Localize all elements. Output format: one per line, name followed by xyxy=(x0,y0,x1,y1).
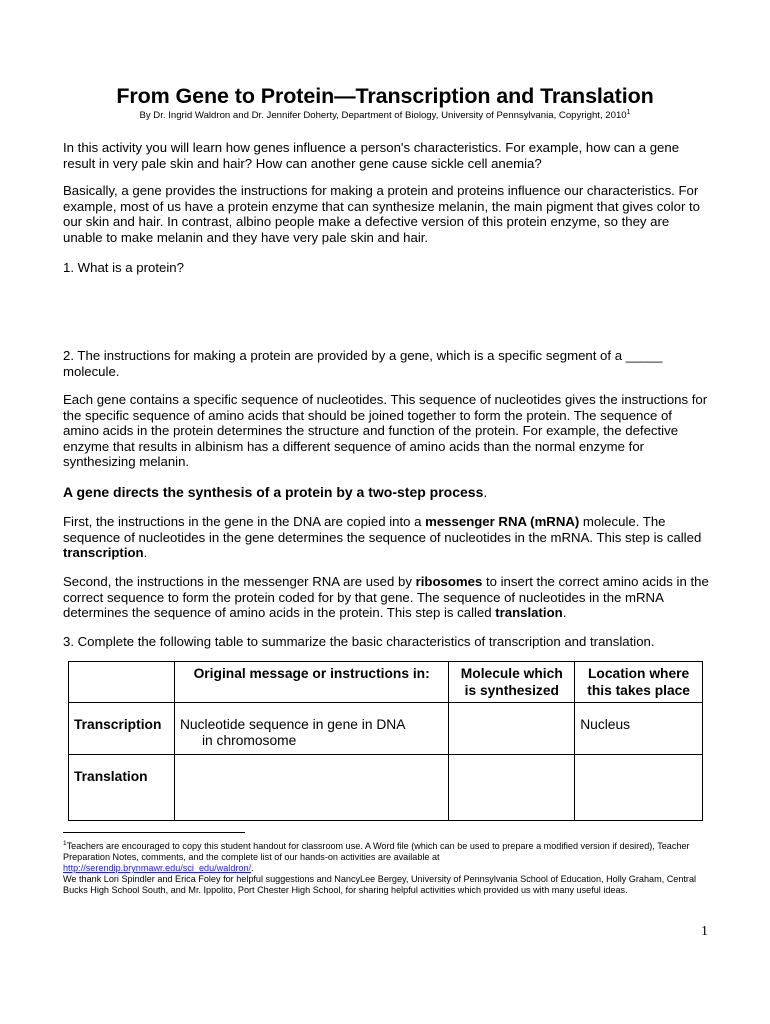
text-run: . xyxy=(562,605,567,621)
text-run: First, the instructions in the gene in the DNA are copied into a xyxy=(63,514,426,529)
intro-paragraph: In this activity you will learn how genes influence a person's characteristics. For example, how can a gene result in very pale skin and hair? How can another gene cause sickle cell anemia? xyxy=(63,140,680,171)
section-heading xyxy=(63,484,711,500)
byline xyxy=(0,110,770,121)
basics-paragraph: Basically, a gene provides the instructions for making a protein and proteins influence our characteristics. For example, most of us have a protein enzyme that can synthesize melanin, the main pigment that gives color to our skin and hair. In contrast, albino people make a defective version of this protein enzyme, so they are unable to make melanin and they have very pale skin and hair. xyxy=(63,183,700,245)
translation-location-cell[interactable] xyxy=(575,755,703,821)
summary-table xyxy=(68,661,703,821)
transcription-paragraph xyxy=(63,514,711,561)
transcription-original-cell[interactable] xyxy=(174,703,448,755)
footnote-text-2: We thank Lori Spindler and Erica Foley for helpful suggestions and NancyLee Bergey, University of Pennsylvania School of Education, Holly Graham, Central Bucks High School South, and Mr. Ippolito, Port Chester High School, for sharing helpful activities which provided us with many useful ideas. xyxy=(63,874,697,895)
transcription-original-line2: in chromosome xyxy=(201,733,297,748)
footnote xyxy=(63,841,713,896)
text-run: . xyxy=(143,545,148,561)
text-run: molecule. The sequence of nucleotides in the gene determines the sequence of nucleotides in the mRNA. This step is called xyxy=(63,514,702,545)
footnote-marker: 1 xyxy=(63,839,67,847)
term-mrna: messenger RNA (mRNA) xyxy=(425,514,580,529)
byline-footnote-ref: 1 xyxy=(626,108,631,116)
nucleotides-paragraph: Each gene contains a specific sequence of nucleotides. This sequence of nucleotides gives the instructions for the specific sequence of amino acids that should be joined together to form the protein. The sequence of amino acids in the protein determines the structure and function of the protein. For example, the defective enzyme that results in albinism has a different sequence of amino acids than the normal enzyme for synthesizing melanin. xyxy=(63,392,708,470)
translation-original-cell[interactable] xyxy=(174,755,448,821)
page-number: 1 xyxy=(701,924,708,939)
footnote-text-1: Teachers are encouraged to copy this student handout for classroom use. A Word file (which can be used to prepare a modified version if desired), Teacher Preparation Notes, comments, and the complete list of our hands-on activities are available at xyxy=(63,841,690,862)
table-header-row xyxy=(69,662,703,703)
text-run: Second, the instructions in the messenger RNA are used by xyxy=(63,574,416,589)
question-1: 1. What is a protein? xyxy=(63,260,184,275)
footnote-divider xyxy=(63,832,245,833)
question-3: 3. Complete the following table to summarize the basic characteristics of transcription and translation. xyxy=(63,634,655,649)
term-translation: translation xyxy=(495,605,563,621)
page-title: From Gene to Protein—Transcription and Translation xyxy=(116,84,654,108)
section-heading-period: . xyxy=(483,484,488,500)
row-label-transcription: Transcription xyxy=(69,703,175,755)
section-heading-text: A gene directs the synthesis of a protein by a two-step process xyxy=(63,484,484,500)
table-header-empty xyxy=(69,662,175,703)
term-transcription: transcription xyxy=(63,545,144,561)
header-location: Location where this takes place xyxy=(575,662,703,703)
term-ribosomes: ribosomes xyxy=(415,574,483,589)
row-label-translation: Translation xyxy=(69,755,175,821)
header-original-message: Original message or instructions in: xyxy=(174,662,448,703)
byline-text: By Dr. Ingrid Waldron and Dr. Jennifer Doherty, Department of Biology, University of Pennsylvania, Copyright, 2010 xyxy=(139,110,627,121)
transcription-molecule-cell[interactable] xyxy=(449,703,575,755)
footnote-link[interactable]: http://serendip.brynmawr.edu/sci_edu/waldron/ xyxy=(63,863,252,873)
header-molecule-synthesized: Molecule which is synthesized xyxy=(449,662,575,703)
text-run: to insert the correct amino acids in the correct sequence to form the protein coded for by that gene. The sequence of nucleotides in the mRNA determines the sequence of amino acids in the protein. This step is called xyxy=(63,574,709,621)
footnote-link-period: . xyxy=(251,863,254,873)
translation-paragraph xyxy=(63,574,711,621)
table-row-translation xyxy=(69,755,703,821)
question-2: 2. The instructions for making a protein are provided by a gene, which is a specific segment of a _____ molecule. xyxy=(63,348,663,379)
transcription-original-line1: Nucleotide sequence in gene in DNA xyxy=(179,717,406,732)
table-row-transcription xyxy=(69,703,703,755)
translation-molecule-cell[interactable] xyxy=(449,755,575,821)
transcription-location-cell[interactable]: Nucleus xyxy=(575,703,703,755)
